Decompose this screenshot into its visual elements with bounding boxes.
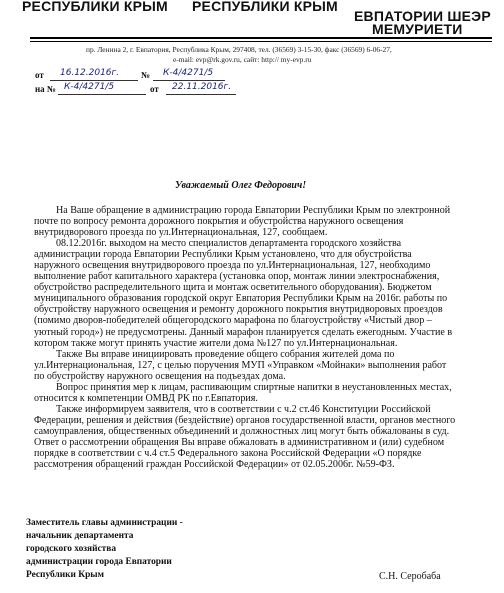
signatory-title-line: городского хозяйства <box>26 544 117 554</box>
body-line: Также информируем заявителя, что в соответствии с ч.2 ст.46 Конституции Российской <box>56 403 431 415</box>
letterhead-rule-thin <box>30 41 492 42</box>
letter-body <box>34 205 485 470</box>
ref-from-date: 16.12.2016г. <box>60 68 120 78</box>
ref-from-number-label: № <box>141 70 151 80</box>
ref-to-label: на № <box>35 84 56 94</box>
body-line: рассмотрения обращений граждан Российской Федерации» от 02.05.2006г. №59-ФЗ. <box>34 459 395 471</box>
body-line: котором также могут принять участие жители дома №127 по ул.Интернациональная. <box>34 337 398 349</box>
letterhead-right-line1: ЕВПАТОРИИ ШЕЭР <box>354 8 491 24</box>
body-line: Вопрос принятия мер к лицам, распивающим спиртные напитки в неустановленных местах, <box>56 381 452 393</box>
body-line: ул.Интернациональная, 127, с целью поручения МУП «Управком «Мойнаки» выполнения работ <box>34 359 447 371</box>
salutation: Уважаемый Олег Федорович! <box>175 180 307 191</box>
signatory-title-line: Республики Крым <box>26 570 104 580</box>
signatory-title-line: администрации города Евпатории <box>26 557 172 567</box>
signatory-title-line: Заместитель главы администрации - <box>26 518 183 528</box>
letterhead-rule-thick <box>30 37 492 39</box>
body-line: Ответ о рассмотрении обращения Вы вправе обжаловать в административном и (или) судебном <box>34 436 445 448</box>
ref-from-number: К-4/4271/5 <box>163 68 214 78</box>
body-line: почте по вопросу ремонта дорожного покрытия и обустройства наружного освещения <box>34 216 404 228</box>
body-line: уютный город») не предусмотрены. Данный марафон планируется сделать ежегодным. Участие в <box>34 326 453 338</box>
letterhead-right-line2: МЕМУРИЕТИ <box>372 21 463 37</box>
body-line: муниципального образования городской округ Евпатория Республики Крым на 2016г. работы по <box>34 293 448 305</box>
ref-to-number-underline <box>58 94 146 95</box>
body-line: (помимо дворов-победителей общегородского марафона по благоустройству «Чистый двор – <box>34 315 432 327</box>
body-line: Федерации, решения и действия (бездействие) органов государственной власти, органов местного <box>34 414 456 426</box>
signatory-title-line: начальник департамента <box>26 531 134 541</box>
signatory-name: С.Н. Серобаба <box>379 571 441 582</box>
body-line: наружного освещения внутридворового проезда по ул.Интернациональная, 127, необходимо <box>34 260 431 272</box>
body-line: по обустройству наружного освещения на подъездах дома. <box>34 370 286 382</box>
address-line-2: e-mail: evp@rk.gov.ru, сайт: http:// my-evp.ru <box>173 55 312 64</box>
ref-from-label: от <box>35 70 44 80</box>
body-line: обустройство распределительного щита и монтаж осветительного оборудования). Бюджетом <box>34 282 432 294</box>
ref-from-date-underline <box>50 80 138 81</box>
ref-to-date-underline <box>166 94 236 95</box>
body-line: порядке в соответствии с ч.4 ст.5 Федерального закона Российской Федерации «О порядке <box>34 448 422 460</box>
body-line: самоуправления, общественных объединений и должностных лиц могут быть обжалованы в суд. <box>34 425 450 437</box>
body-line: обустройству наружного освещения и ремонту дорожного покрытия внутридворовых проездов <box>34 304 443 316</box>
letterhead-middle: РЕСПУБЛИКИ КРЫМ <box>192 0 338 14</box>
body-line: относится к компетенции ОМВД РК по г.Евпатория. <box>34 392 258 404</box>
signatory-title <box>26 517 183 582</box>
ref-to-date-label: от <box>150 84 159 94</box>
body-line: администрации города Евпатории Республики Крым установлено, что для обустройства <box>34 249 412 261</box>
body-line: 08.12.2016г. выходом на место специалистов департамента городского хозяйства <box>56 238 402 250</box>
body-line: Также Вы вправе инициировать проведение общего собрания жителей дома по <box>56 348 395 360</box>
body-line: внутридворового проезда по ул.Интернациональная, 127, сообщаем. <box>34 227 328 239</box>
letterhead-left: РЕСПУБЛИКИ КРЫМ <box>22 0 168 14</box>
ref-to-date: 22.11.2016г. <box>172 82 232 92</box>
body-line: На Ваше обращение в администрацию города Евпатории Республики Крым по электронной <box>56 205 451 216</box>
address-line-1: пр. Ленина 2, г. Евпатория, Республика Крым, 297408, тел. (36569) 3-15-30, факс (36569) 6-06-27, <box>86 45 392 54</box>
body-line: выполнение работ капитального характера (установка опор, монтаж линии электроснабжения, <box>34 271 440 283</box>
ref-from-number-underline <box>153 80 225 81</box>
ref-to-number: К-4/4271/5 <box>64 82 115 92</box>
